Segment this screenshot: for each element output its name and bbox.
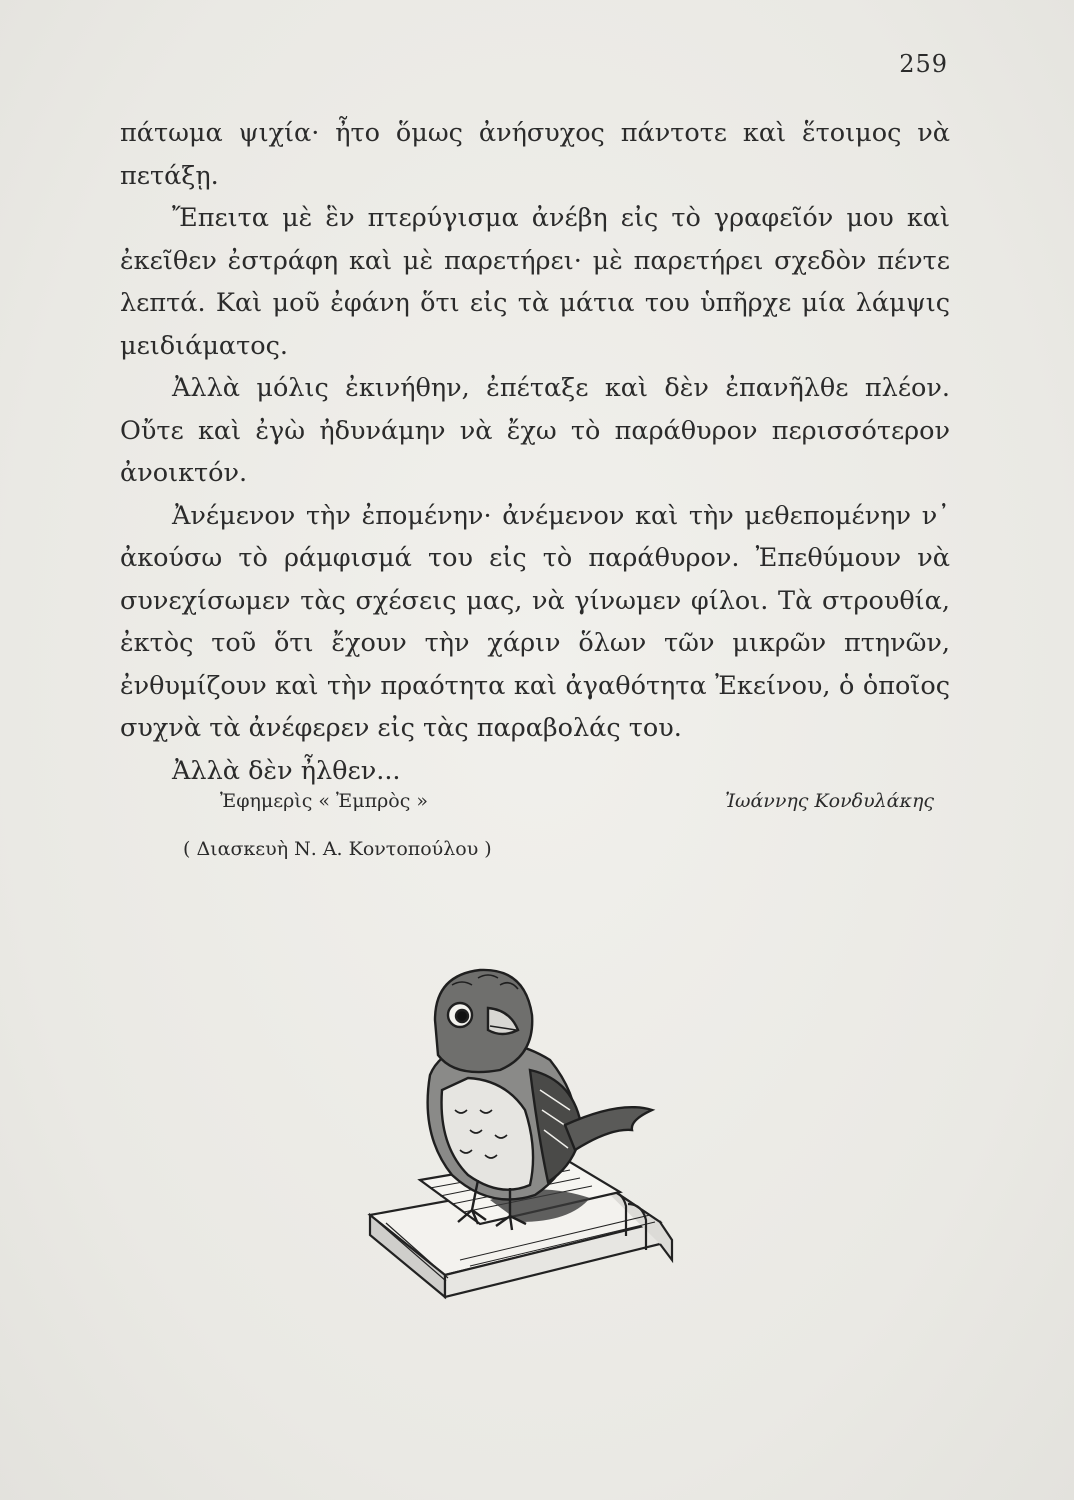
paragraph: πάτωμα ψιχία· ἦτο ὅμως ἀνήσυχος πάντοτε καὶ ἕτοιμος νὰ πετάξῃ. — [120, 118, 950, 191]
adaptation-credit: ( Διασκευὴ Ν. Α. Κοντοπούλου ) — [183, 838, 492, 860]
author-name: Ἰωάννης Κονδυλάκης — [725, 790, 934, 812]
body-text — [120, 112, 950, 792]
paragraph: Ἀλλὰ μόλις ἐκινήθην, ἐπέταξε καὶ δὲν ἐπανῆλθε πλέον. Οὔτε καὶ ἐγὼ ἠδυνάμην νὰ ἔχω τὸ παράθυρον περισσότερον ἀνοικτόν. — [120, 373, 950, 488]
paragraph: Ἀνέμενον τὴν ἐπομένην· ἀνέμενον καὶ τὴν μεθεπομένην ν᾿ ἀκούσω τὸ ράμφισμά του εἰς τὸ παράθυρον. Ἐπεθύμουν νὰ συνεχίσωμεν τὰς σχέσεις μας, νὰ γίνωμεν φίλοι. Τὰ στρουθία, ἐκτὸς τοῦ ὅτι ἔχουν τὴν χάριν ὅλων τῶν μικρῶν πτηνῶν, ἐνθυμίζουν καὶ τὴν πραότητα καὶ ἀγαθότητα Ἐκείνου, ὁ ὁποῖος συχνὰ τὰ ἀνέφερεν εἰς τὰς παραβολάς του. — [120, 500, 950, 743]
source-citation: Ἐφημερὶς « Ἐμπρὸς » — [220, 790, 429, 812]
paragraph: Ἀλλὰ δὲν ἦλθεν... — [172, 755, 401, 786]
sparrow-on-book-illustration — [360, 960, 705, 1360]
paragraph: Ἔπειτα μὲ ἓν πτερύγισμα ἀνέβη εἰς τὸ γραφεῖόν μου καὶ ἐκεῖθεν ἐστράφη καὶ μὲ παρετήρει· μὲ παρετήρει σχεδὸν πέντε λεπτά. Καὶ μοῦ ἐφάνη ὅτι εἰς τὰ μάτια του ὑπῆρχε μία λάμψις μειδιάματος. — [120, 203, 950, 361]
page-number: 259 — [899, 50, 948, 78]
